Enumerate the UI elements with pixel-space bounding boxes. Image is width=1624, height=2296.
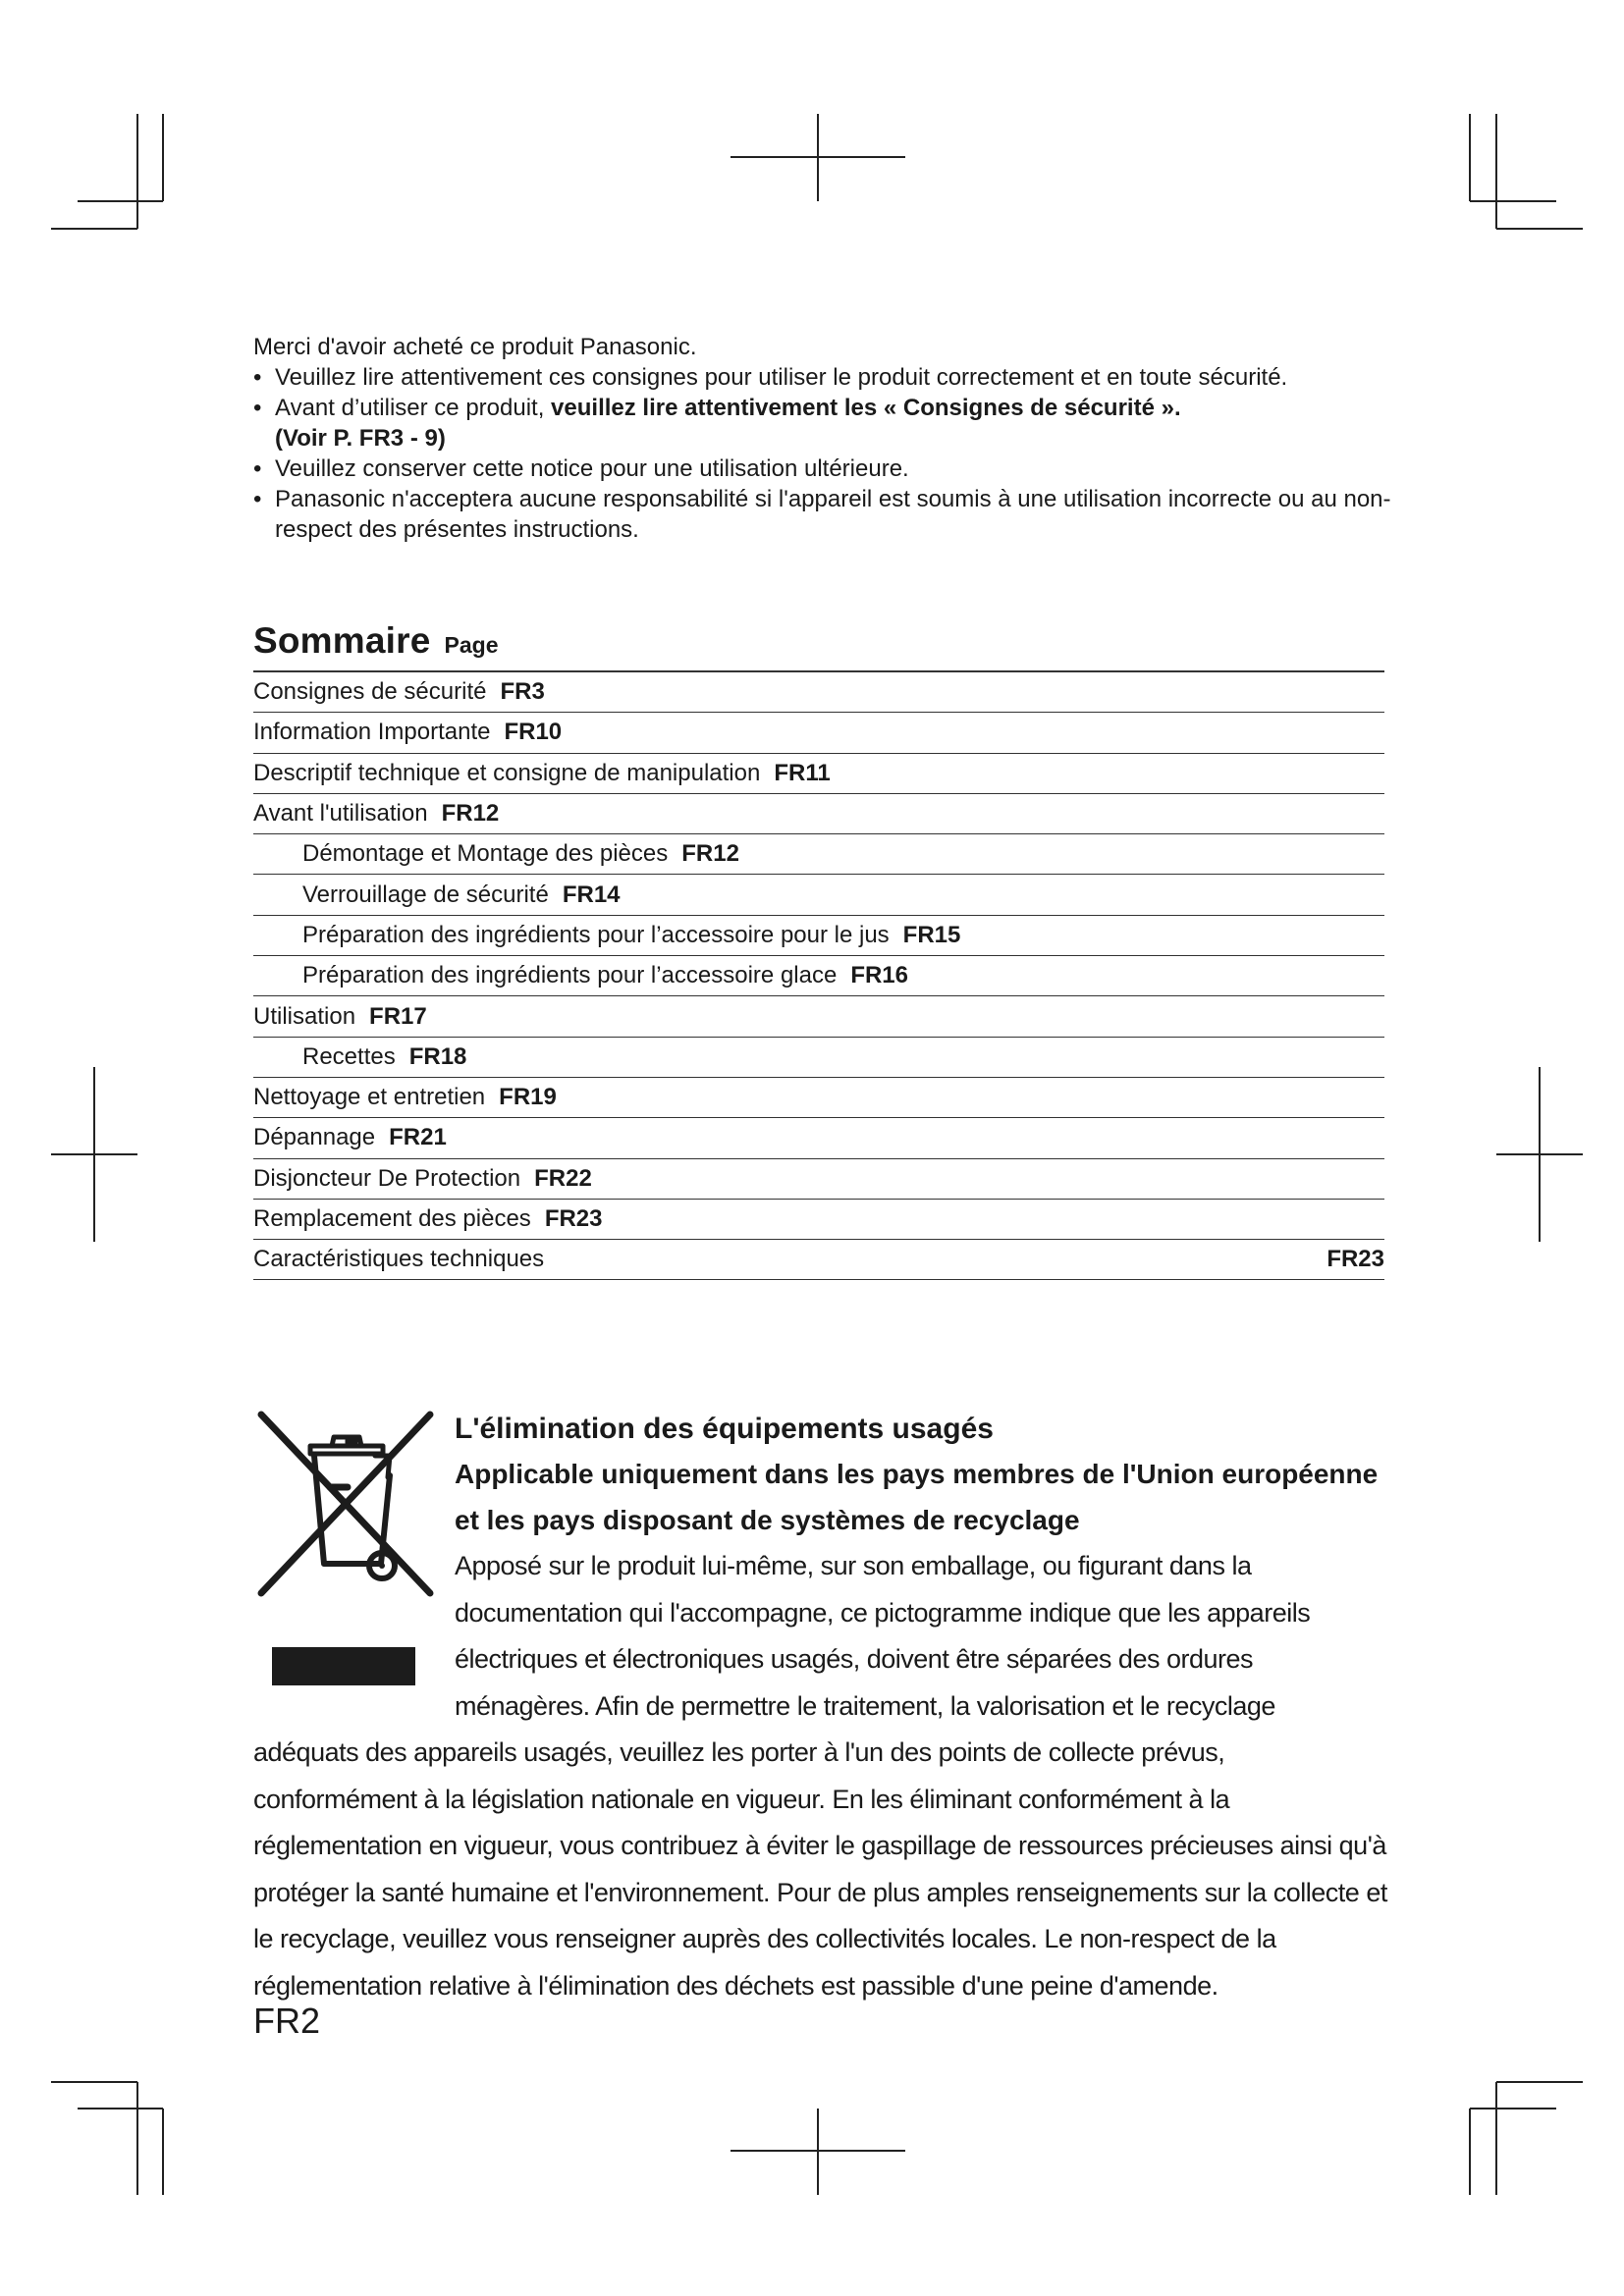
toc-entry-page: FR21 bbox=[389, 1124, 447, 1151]
toc-entry-page: FR18 bbox=[408, 1042, 467, 1070]
toc-title: Sommaire bbox=[253, 620, 431, 661]
intro-bullet: • Veuillez conserver cette notice pour une utilisation ultérieure. bbox=[253, 454, 1392, 484]
toc-entry[interactable] bbox=[253, 794, 1384, 834]
toc-subentry[interactable] bbox=[253, 875, 1384, 915]
toc-entry-page: FR12 bbox=[681, 840, 739, 868]
toc-entry-label: Disjoncteur De Protection bbox=[253, 1164, 521, 1192]
toc-entry-label: Préparation des ingrédients pour l’accessoire glace bbox=[302, 962, 838, 989]
toc-entry-label: Nettoyage et entretien bbox=[253, 1084, 486, 1111]
toc-entry-page: FR22 bbox=[534, 1164, 592, 1192]
toc-subentry[interactable] bbox=[253, 916, 1384, 956]
weee-subtitle: Applicable uniquement dans les pays membres de l'Union européenne et les pays disposant de systèmes de recyclage bbox=[455, 1459, 1379, 1535]
toc-entry[interactable] bbox=[253, 672, 1384, 713]
toc-entry-label: Descriptif technique et consigne de manipulation bbox=[253, 759, 761, 786]
toc-entry-page: FR23 bbox=[544, 1205, 603, 1232]
toc-entry-page: FR3 bbox=[500, 678, 545, 706]
toc-entry-label: Verrouillage de sécurité bbox=[302, 881, 549, 908]
intro-thanks: Merci d'avoir acheté ce produit Panasonic. bbox=[253, 334, 697, 360]
toc-entry[interactable] bbox=[253, 754, 1384, 794]
toc-entry-label: Préparation des ingrédients pour l’accessoire pour le jus bbox=[302, 921, 890, 948]
intro-bullet: • Veuillez lire attentivement ces consignes pour utiliser le produit correctement et en toute sécurité. bbox=[253, 362, 1392, 393]
toc-entry[interactable] bbox=[253, 1078, 1384, 1118]
toc-header bbox=[253, 620, 1384, 672]
table-of-contents bbox=[253, 620, 1384, 1280]
toc-entry-label: Démontage et Montage des pièces bbox=[302, 840, 669, 868]
toc-entry-page: FR12 bbox=[441, 800, 500, 828]
toc-entry-label: Utilisation bbox=[253, 1002, 356, 1030]
toc-entry-label: Recettes bbox=[302, 1042, 396, 1070]
toc-entry-page: FR17 bbox=[369, 1002, 427, 1030]
toc-entry-page: FR11 bbox=[774, 759, 831, 786]
intro-block bbox=[253, 332, 1392, 545]
weee-title: L'élimination des équipements usagés bbox=[455, 1413, 994, 1445]
toc-entry-page: FR23 bbox=[1326, 1246, 1384, 1273]
toc-entry-page: FR15 bbox=[902, 921, 961, 948]
toc-entry[interactable] bbox=[253, 1118, 1384, 1158]
toc-entry-label: Consignes de sécurité bbox=[253, 678, 487, 706]
weee-icon-spacer bbox=[253, 1407, 455, 1684]
intro-bullet-text: Avant d’utiliser ce produit, bbox=[275, 395, 552, 421]
toc-subentry[interactable] bbox=[253, 956, 1384, 996]
toc-entry[interactable] bbox=[253, 996, 1384, 1037]
toc-entry-page: FR14 bbox=[562, 881, 621, 908]
toc-entry[interactable] bbox=[253, 1200, 1384, 1240]
toc-subentry[interactable] bbox=[253, 1038, 1384, 1078]
toc-subentry[interactable] bbox=[253, 834, 1384, 875]
weee-body: Apposé sur le produit lui-même, sur son emballage, ou figurant dans la documentation qui l'accompagne, ce pictogramme indique que les appareils électriques et électroniques usagés, doivent être séparées des ordures ménagères. Afin de permettre le traitement, la valorisation et le recyclage adéquats des appareils usagés, veuillez les porter à l'un des points de collecte prévus, conformément à la législation nationale en vigueur. En les éliminant conformément à la réglementation en vigueur, vous contribuez à éviter le gaspillage de ressources précieuses ainsi qu'à protéger la santé humaine et l'environnement. Pour de plus amples renseignements sur la collecte et le recyclage, veuillez vous renseigner auprès des collectivités locales. Le non-respect de la réglementation relative à l'élimination des déchets est passible d'une peine d'amende. bbox=[253, 1551, 1387, 2001]
toc-entry-label: Dépannage bbox=[253, 1124, 376, 1151]
toc-page-label: Page bbox=[444, 632, 499, 658]
toc-entry-label: Remplacement des pièces bbox=[253, 1205, 531, 1232]
toc-entry-page: FR16 bbox=[850, 962, 908, 989]
toc-entry-label: Information Importante bbox=[253, 719, 491, 746]
toc-entry-label: Caractéristiques techniques bbox=[253, 1246, 545, 1273]
toc-entry[interactable] bbox=[253, 1159, 1384, 1200]
page-number: FR2 bbox=[253, 2001, 321, 2041]
weee-notice bbox=[253, 1407, 1387, 2009]
toc-entry-page: FR10 bbox=[504, 719, 563, 746]
intro-bullets bbox=[253, 362, 1392, 545]
toc-entry-label: Avant l'utilisation bbox=[253, 800, 428, 828]
toc-entry[interactable] bbox=[253, 1240, 1384, 1280]
intro-bullet bbox=[253, 393, 1392, 454]
intro-bullet: • Panasonic n'acceptera aucune responsabilité si l'appareil est soumis à une utilisation incorrecte ou au non-respect des présentes instructions. bbox=[253, 484, 1392, 545]
intro-bullet-bold: veuillez lire attentivement les « Consignes de sécurité ». bbox=[551, 395, 1181, 421]
toc-entry-page: FR19 bbox=[499, 1084, 557, 1111]
intro-page-ref: (Voir P. FR3 - 9) bbox=[275, 425, 446, 452]
toc-entry[interactable] bbox=[253, 713, 1384, 753]
